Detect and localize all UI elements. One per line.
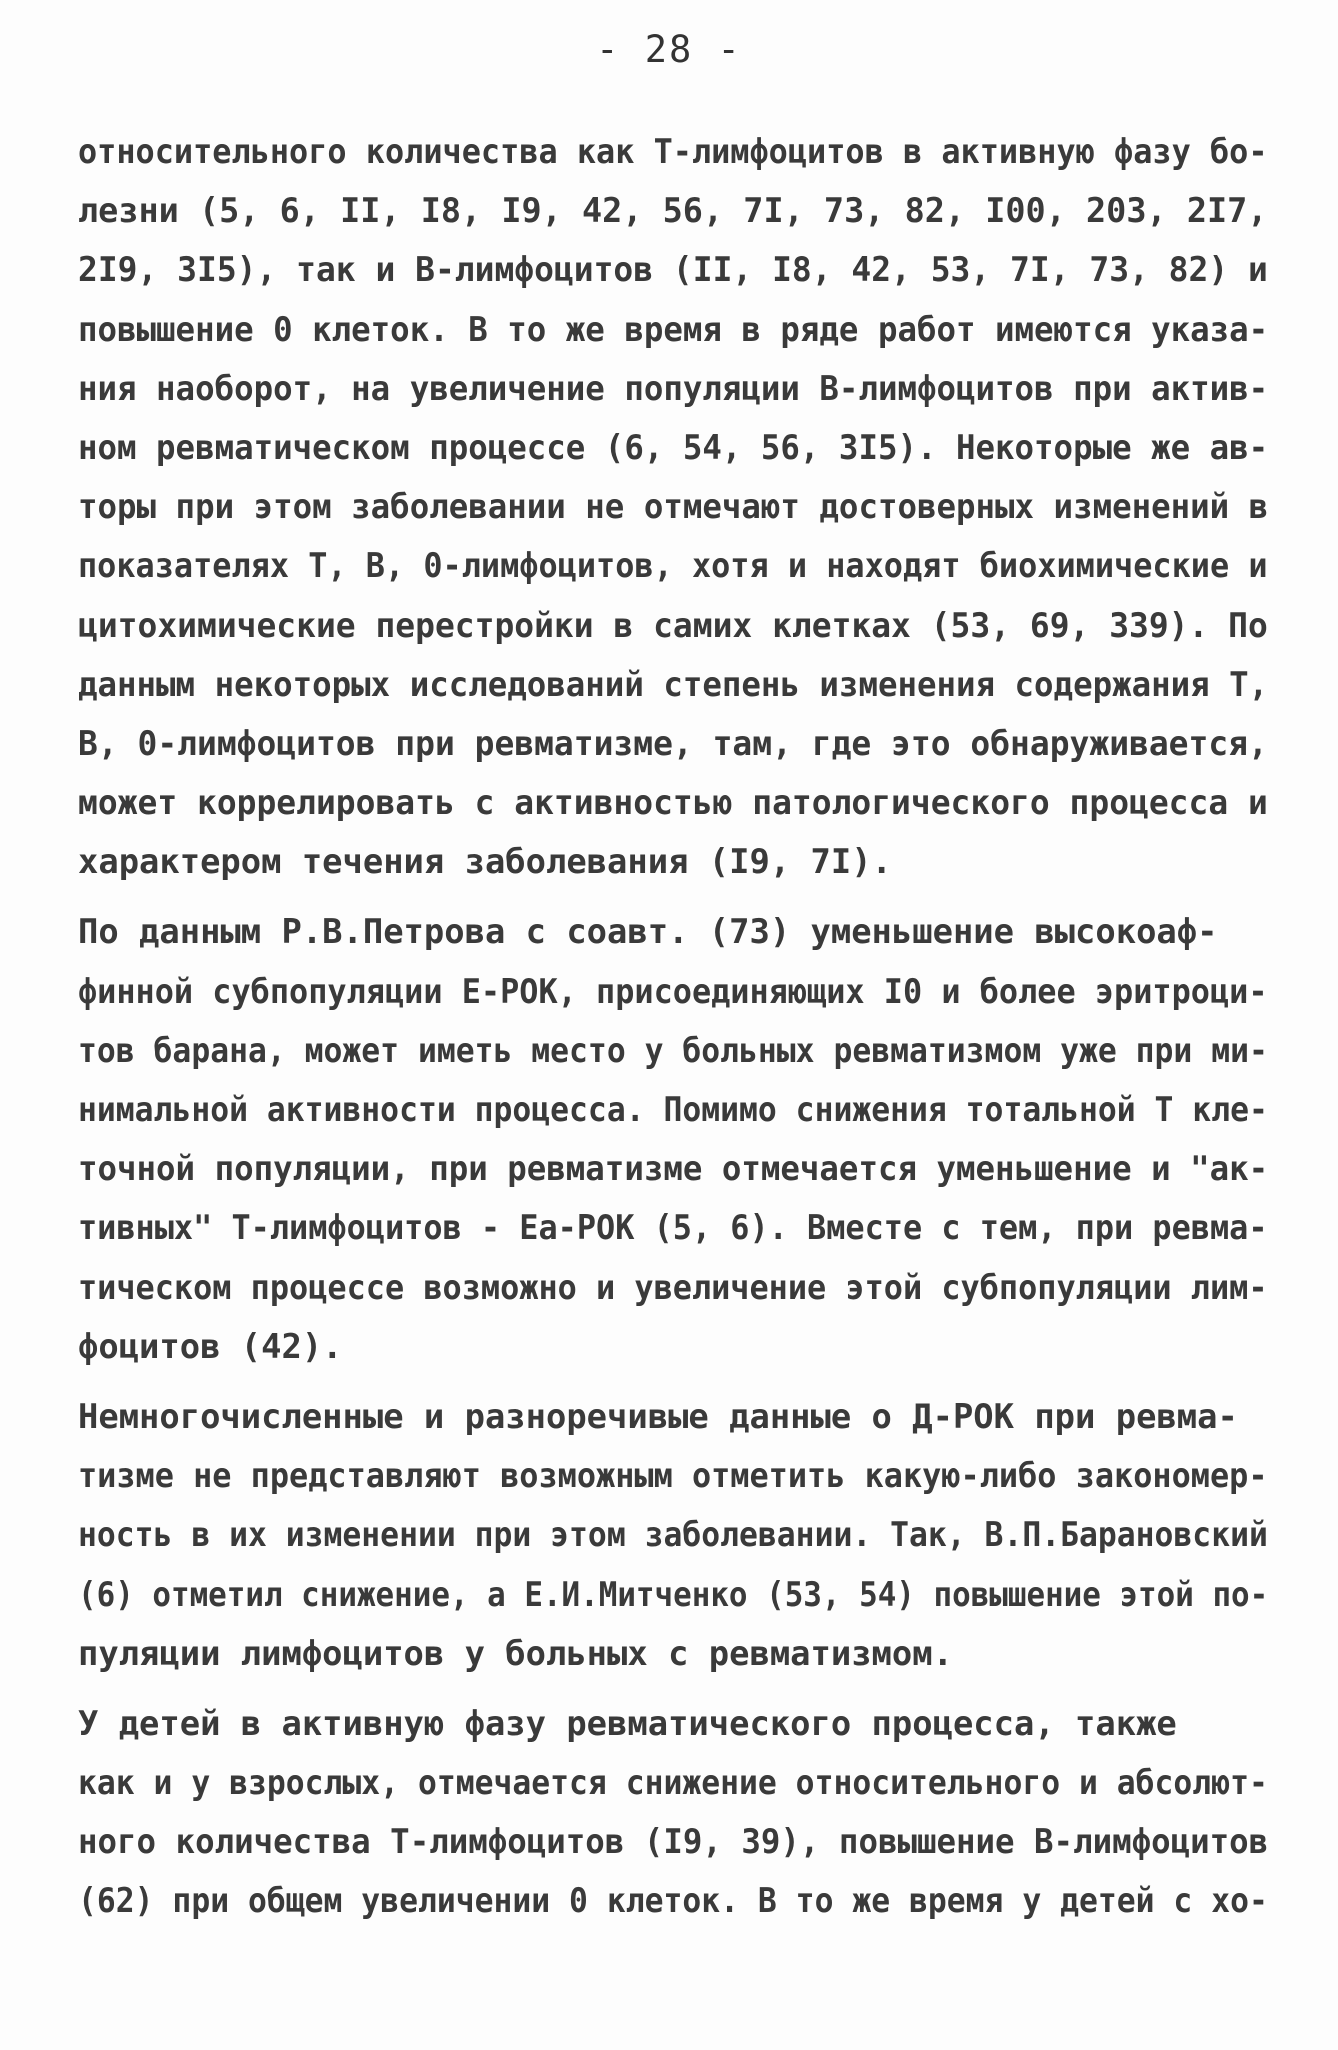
text-line: нимальной активности процесса. Помимо снижения тотальной Т кле- (78, 1090, 1268, 1129)
text-line: характером течения заболевания (I9, 7I). (78, 842, 892, 882)
text-line: У детей в активную фазу ревматического процесса, также (78, 1703, 1177, 1743)
text-line: тическом процессе возможно и увеличение этой субпопуляции лим- (78, 1267, 1268, 1307)
text-line: как и у взрослых, отмечается снижение относительного и абсолют- (78, 1763, 1268, 1803)
paragraph-gap (78, 1376, 1268, 1387)
text-line: пуляции лимфоцитов у больных с ревматизмом. (78, 1633, 953, 1673)
text-line: финной субпопуляции Е-РОК, присоединяющих I0 и более эритроци- (78, 971, 1268, 1011)
text-line: может коррелировать с активностью патологического процесса и (78, 783, 1268, 823)
text-line: данным некоторых исследований степень изменения содержания Т, (78, 664, 1269, 704)
text-line: торы при этом заболевании не отмечают достоверных изменений в (78, 487, 1269, 527)
text-line: 2I9, 3I5), так и В-лимфоцитов (II, I8, 42, 53, 7I, 73, 82) и (78, 250, 1268, 290)
text-line: повышение 0 клеток. В то же время в ряде работ имеются указа- (78, 309, 1269, 349)
text-line: По данным Р.В.Петрова с соавт. (73) уменьшение высокоаф- (78, 912, 1218, 952)
text-line: ном ревматическом процессе (6, 54, 56, 3I5). Некоторые же ав- (78, 427, 1269, 467)
text-line: лезни (5, 6, II, I8, I9, 42, 56, 7I, 73, 82, I00, 203, 2I7, (78, 191, 1268, 231)
text-line: ния наоборот, на увеличение популяции В-лимфоцитов при актив- (78, 368, 1269, 408)
text-line: фоцитов (42). (78, 1326, 343, 1366)
paragraph-gap (78, 891, 1268, 902)
text-line: цитохимические перестройки в самих клетках (53, 69, 339). По (78, 605, 1268, 645)
page-number: - 28 - (596, 28, 742, 71)
text-line: относительного количества как Т-лимфоцитов в активную фазу бо- (78, 132, 1268, 171)
text-line: тов барана, может иметь место у больных ревматизмом уже при ми- (78, 1030, 1268, 1070)
text-line: (62) при общем увеличении 0 клеток. В то же время у детей с хо- (78, 1881, 1268, 1921)
text-line: точной популяции, при ревматизме отмечается уменьшение и "ак- (78, 1149, 1269, 1189)
paragraph-gap (78, 1683, 1268, 1694)
text-line: В, 0-лимфоцитов при ревматизме, там, где это обнаруживается, (78, 723, 1268, 763)
text-line: тивных" Т-лимфоцитов - Еа-РОК (5, 6). Вместе с тем, при ревма- (78, 1208, 1268, 1248)
text-line: ность в их изменении при этом заболевании. Так, В.П.Барановский (78, 1515, 1268, 1555)
text-line: показателях Т, В, 0-лимфоцитов, хотя и находят биохимические и (78, 546, 1268, 586)
text-line: (6) отметил снижение, а Е.И.Митченко (53, 54) повышение этой по- (78, 1574, 1269, 1614)
text-line: ного количества Т-лимфоцитов (I9, 39), повышение В-лимфоцитов (78, 1822, 1269, 1862)
body-text (78, 122, 1268, 1931)
text-line: тизме не представляют возможным отметить какую-либо закономер- (78, 1456, 1268, 1496)
text-line: Немногочисленные и разноречивые данные о Д-РОК при ревма- (78, 1396, 1238, 1436)
